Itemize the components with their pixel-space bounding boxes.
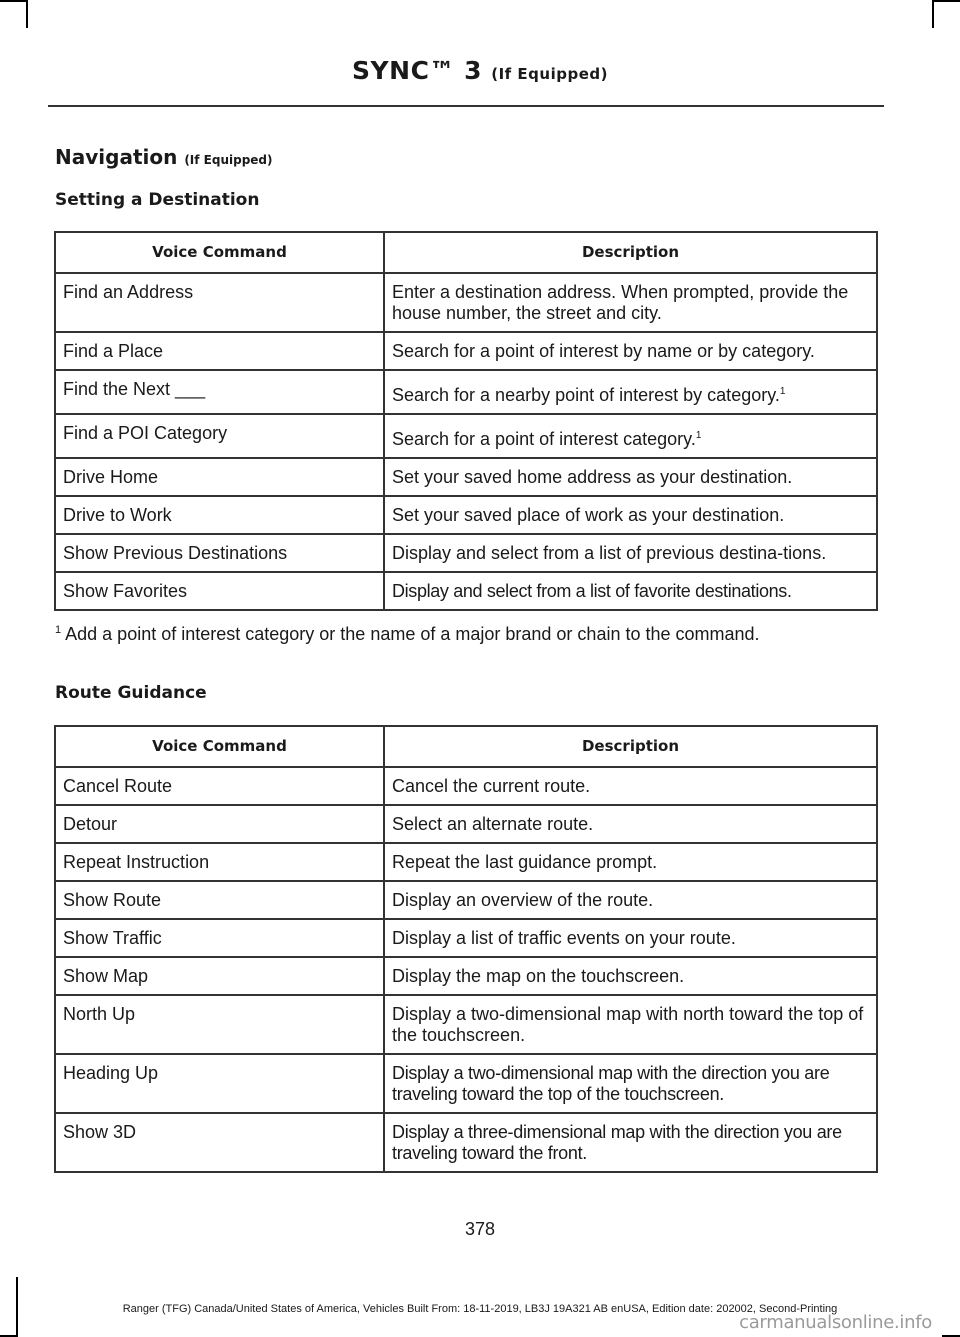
route-guidance-table [54,725,878,1173]
voice-command: Find a Place [55,332,384,370]
page-footer: Ranger (TFG) Canada/United States of America, Vehicles Built From: 18-11-2019, LB3J 19A321 AB enUSA, Edition date: 202002, Second-Printing [122,1303,838,1315]
setting-destination-table [54,231,878,611]
table-row [55,414,877,458]
header-title: SYNC™ 3 [352,56,483,85]
command-description: Display a three-dimensional map with the direction you are traveling toward the front. [384,1113,877,1172]
command-description: Set your saved place of work as your destination. [384,496,877,534]
column-header: Description [384,726,877,767]
command-description: Cancel the current route. [384,767,877,805]
table-row [55,534,877,572]
command-description: Display and select from a list of favorite destinations. [384,572,877,610]
table-row [55,805,877,843]
column-header: Voice Command [55,232,384,273]
table-row [55,370,877,414]
voice-command: North Up [55,995,384,1054]
route-guidance-heading: Route Guidance [55,683,207,703]
voice-command: Drive Home [55,458,384,496]
footnote-reference: 1 [695,430,702,441]
voice-command: Show Traffic [55,919,384,957]
command-description: Display an overview of the route. [384,881,877,919]
header-qualifier: (If Equipped) [491,65,608,83]
table-header-row [55,726,877,767]
command-description: Display a two-dimensional map with the direction you are traveling toward the top of the touchscreen. [384,1054,877,1113]
voice-command: Find an Address [55,273,384,332]
header-divider [48,105,884,107]
footnote-reference: 1 [779,386,786,397]
crop-mark [26,0,28,28]
voice-command: Find a POI Category [55,414,384,458]
voice-command: Detour [55,805,384,843]
section-title-text: Navigation [55,145,178,169]
voice-command: Heading Up [55,1054,384,1113]
table-row [55,919,877,957]
voice-command: Drive to Work [55,496,384,534]
section-title [55,145,273,169]
voice-command: Cancel Route [55,767,384,805]
command-description [384,414,877,458]
table-row [55,995,877,1054]
footnote-text: Add a point of interest category or the name of a major brand or chain to the command. [65,624,760,644]
table-row [55,572,877,610]
crop-mark [932,0,960,2]
section-qualifier: (If Equipped) [184,153,273,167]
page-number: 378 [464,1219,496,1239]
command-description: Display a two-dimensional map with north toward the top of the touchscreen. [384,995,877,1054]
table-row [55,458,877,496]
page-header [0,56,960,85]
column-header: Description [384,232,877,273]
command-description: Display the map on the touchscreen. [384,957,877,995]
voice-command: Show Previous Destinations [55,534,384,572]
voice-command: Find the Next ___ [55,370,384,414]
voice-command: Repeat Instruction [55,843,384,881]
table-row [55,843,877,881]
command-description: Repeat the last guidance prompt. [384,843,877,881]
table-footnote [55,624,760,645]
table-row [55,957,877,995]
table-row [55,1113,877,1172]
table-row [55,273,877,332]
command-description: Display and select from a list of previous destina-tions. [384,534,877,572]
table-row [55,332,877,370]
crop-mark [0,0,28,2]
watermark: carmanualsonline.info [739,1312,932,1333]
crop-mark [932,0,934,28]
voice-command: Show Favorites [55,572,384,610]
voice-command: Show Route [55,881,384,919]
table-row [55,767,877,805]
description-text: Search for a point of interest category. [392,429,696,449]
table-row [55,881,877,919]
voice-command: Show 3D [55,1113,384,1172]
column-header: Voice Command [55,726,384,767]
table-row [55,1054,877,1113]
footnote-mark: 1 [55,624,62,636]
voice-command: Show Map [55,957,384,995]
command-description: Select an alternate route. [384,805,877,843]
command-description: Enter a destination address. When prompted, provide the house number, the street and city. [384,273,877,332]
command-description: Display a list of traffic events on your route. [384,919,877,957]
command-description: Set your saved home address as your destination. [384,458,877,496]
command-description: Search for a point of interest by name or by category. [384,332,877,370]
description-text: Search for a nearby point of interest by category. [392,385,780,405]
setting-destination-heading: Setting a Destination [55,190,260,210]
table-header-row [55,232,877,273]
command-description [384,370,877,414]
table-row [55,496,877,534]
